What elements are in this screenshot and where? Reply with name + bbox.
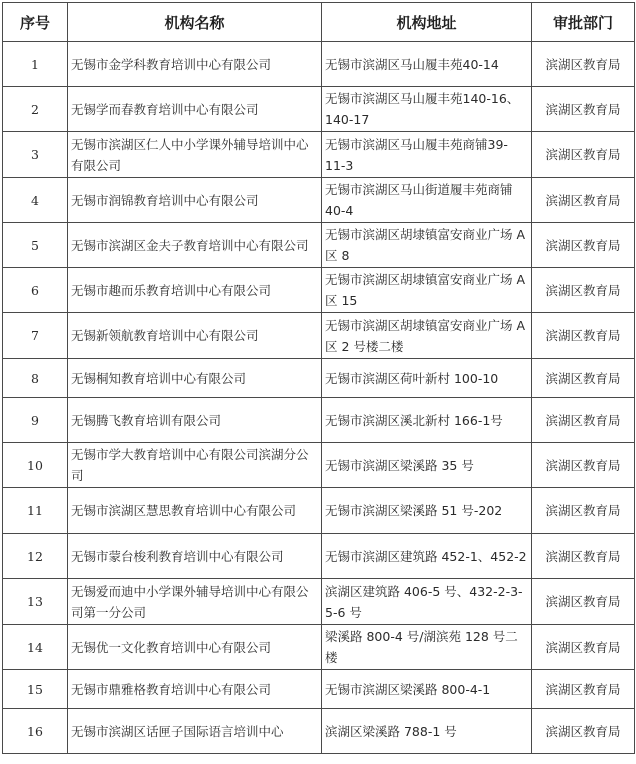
- header-address: 机构地址: [322, 3, 532, 42]
- cell-name: 无锡市滨湖区仁人中小学课外辅导培训中心有限公司: [68, 132, 322, 178]
- table-row: [3, 625, 635, 670]
- header-no: 序号: [3, 3, 68, 42]
- cell-name: 无锡学而春教育培训中心有限公司: [68, 87, 322, 132]
- cell-department: 滨湖区教育局: [532, 178, 635, 223]
- table-row: [3, 223, 635, 268]
- cell-department: 滨湖区教育局: [532, 625, 635, 670]
- cell-no: 11: [3, 488, 68, 534]
- table-body: [3, 42, 635, 754]
- cell-no: 8: [3, 359, 68, 398]
- cell-department: 滨湖区教育局: [532, 709, 635, 754]
- cell-department: 滨湖区教育局: [532, 534, 635, 579]
- cell-department: 滨湖区教育局: [532, 579, 635, 625]
- cell-name: 无锡市学大教育培训中心有限公司滨湖分公司: [68, 443, 322, 488]
- cell-department: 滨湖区教育局: [532, 488, 635, 534]
- table-row: [3, 534, 635, 579]
- cell-address: 无锡市滨湖区荷叶新村 100-10: [322, 359, 532, 398]
- cell-name: 无锡爱而迪中小学课外辅导培训中心有限公司第一分公司: [68, 579, 322, 625]
- header-department: 审批部门: [532, 3, 635, 42]
- cell-department: 滨湖区教育局: [532, 132, 635, 178]
- table-header-row: [3, 3, 635, 42]
- cell-no: 12: [3, 534, 68, 579]
- cell-no: 3: [3, 132, 68, 178]
- cell-address: 无锡市滨湖区胡埭镇富安商业广场 A 区 15: [322, 268, 532, 313]
- cell-name: 无锡优一文化教育培训中心有限公司: [68, 625, 322, 670]
- cell-address: 无锡市滨湖区建筑路 452-1、452-2: [322, 534, 532, 579]
- cell-name: 无锡市蒙台梭利教育培训中心有限公司: [68, 534, 322, 579]
- table-row: [3, 709, 635, 754]
- table-row: [3, 579, 635, 625]
- cell-address: 滨湖区梁溪路 788-1 号: [322, 709, 532, 754]
- cell-address: 无锡市滨湖区胡埭镇富安商业广场 A 区 8: [322, 223, 532, 268]
- cell-name: 无锡市鼎雅格教育培训中心有限公司: [68, 670, 322, 709]
- cell-no: 2: [3, 87, 68, 132]
- cell-no: 14: [3, 625, 68, 670]
- cell-department: 滨湖区教育局: [532, 87, 635, 132]
- cell-address: 无锡市滨湖区马山履丰苑140-16、140-17: [322, 87, 532, 132]
- table-row: [3, 268, 635, 313]
- cell-address: 无锡市滨湖区梁溪路 800-4-1: [322, 670, 532, 709]
- cell-name: 无锡市滨湖区金夫子教育培训中心有限公司: [68, 223, 322, 268]
- cell-no: 15: [3, 670, 68, 709]
- cell-address: 无锡市滨湖区马山街道履丰苑商铺 40-4: [322, 178, 532, 223]
- cell-no: 4: [3, 178, 68, 223]
- table-row: [3, 313, 635, 359]
- cell-address: 梁溪路 800-4 号/湖滨苑 128 号二楼: [322, 625, 532, 670]
- cell-name: 无锡市滨湖区慧思教育培训中心有限公司: [68, 488, 322, 534]
- cell-name: 无锡市润锦教育培训中心有限公司: [68, 178, 322, 223]
- table-row: [3, 670, 635, 709]
- cell-no: 5: [3, 223, 68, 268]
- institution-table: [2, 2, 635, 754]
- cell-department: 滨湖区教育局: [532, 223, 635, 268]
- cell-no: 13: [3, 579, 68, 625]
- cell-no: 1: [3, 42, 68, 87]
- cell-address: 无锡市滨湖区胡埭镇富安商业广场 A 区 2 号楼二楼: [322, 313, 532, 359]
- cell-no: 16: [3, 709, 68, 754]
- table-row: [3, 398, 635, 443]
- cell-department: 滨湖区教育局: [532, 42, 635, 87]
- cell-department: 滨湖区教育局: [532, 313, 635, 359]
- cell-no: 10: [3, 443, 68, 488]
- cell-name: 无锡市趣而乐教育培训中心有限公司: [68, 268, 322, 313]
- cell-department: 滨湖区教育局: [532, 359, 635, 398]
- cell-no: 9: [3, 398, 68, 443]
- cell-name: 无锡市金学科教育培训中心有限公司: [68, 42, 322, 87]
- cell-address: 无锡市滨湖区马山履丰苑商铺39-11-3: [322, 132, 532, 178]
- table-row: [3, 132, 635, 178]
- cell-name: 无锡腾飞教育培训有限公司: [68, 398, 322, 443]
- cell-department: 滨湖区教育局: [532, 398, 635, 443]
- cell-address: 滨湖区建筑路 406-5 号、432-2-3-5-6 号: [322, 579, 532, 625]
- cell-department: 滨湖区教育局: [532, 268, 635, 313]
- cell-name: 无锡新领航教育培训中心有限公司: [68, 313, 322, 359]
- cell-address: 无锡市滨湖区梁溪路 51 号-202: [322, 488, 532, 534]
- table-row: [3, 359, 635, 398]
- table-row: [3, 87, 635, 132]
- cell-address: 无锡市滨湖区溪北新村 166-1号: [322, 398, 532, 443]
- table-row: [3, 443, 635, 488]
- cell-department: 滨湖区教育局: [532, 670, 635, 709]
- header-name: 机构名称: [68, 3, 322, 42]
- table-row: [3, 178, 635, 223]
- cell-department: 滨湖区教育局: [532, 443, 635, 488]
- cell-no: 6: [3, 268, 68, 313]
- table-row: [3, 488, 635, 534]
- cell-no: 7: [3, 313, 68, 359]
- cell-address: 无锡市滨湖区马山履丰苑40-14: [322, 42, 532, 87]
- cell-name: 无锡市滨湖区话匣子国际语言培训中心: [68, 709, 322, 754]
- cell-address: 无锡市滨湖区梁溪路 35 号: [322, 443, 532, 488]
- cell-name: 无锡桐知教育培训中心有限公司: [68, 359, 322, 398]
- table-row: [3, 42, 635, 87]
